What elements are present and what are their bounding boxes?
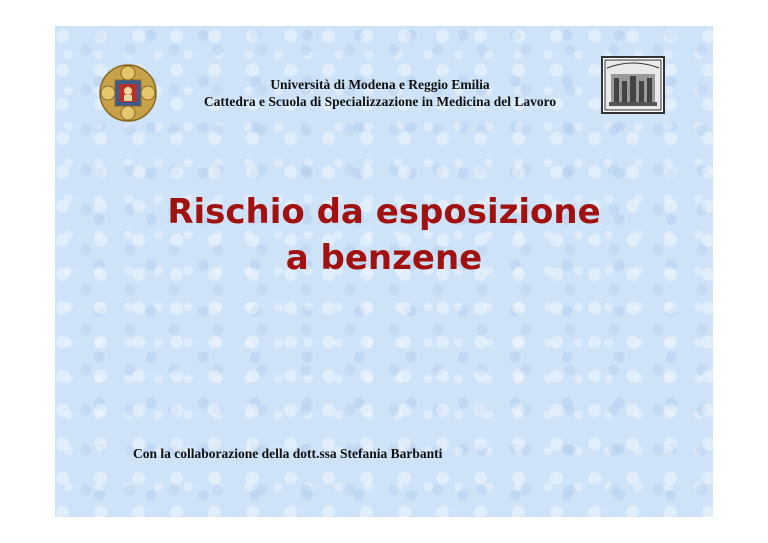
university-name: Università di Modena e Reggio Emilia xyxy=(270,77,490,92)
woodcut-engraving-icon xyxy=(601,56,665,114)
slide-title xyxy=(55,189,713,281)
university-seal-icon xyxy=(99,64,157,122)
slide xyxy=(55,26,713,517)
collaboration-credit: Con la collaborazione della dott.ssa Stefania Barbanti xyxy=(133,446,443,461)
title-line-1: Rischio da esposizione xyxy=(167,192,601,232)
department-name: Cattedra e Scuola di Specializzazione in Medicina del Lavoro xyxy=(203,94,557,109)
title-line-2: a benzene xyxy=(285,238,483,278)
institution-header xyxy=(155,76,605,110)
